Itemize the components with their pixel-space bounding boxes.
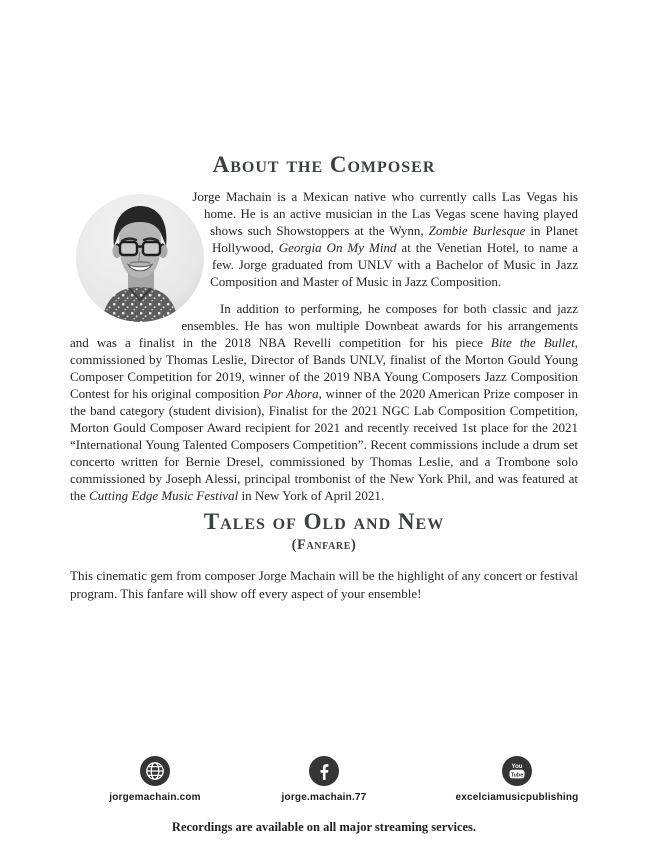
youtube-icon: [502, 756, 532, 786]
facebook-label: jorge.machain.77: [281, 792, 367, 803]
facebook-link[interactable]: [214, 756, 434, 803]
globe-icon: [140, 756, 170, 786]
website-label: jorgemachain.com: [109, 792, 201, 803]
svg-text:You: You: [511, 764, 523, 771]
bio-paragraph-2: In addition to performing, he composes for both classic and jazz ensembles. He has won multiple Downbeat awards for his arrangements and was a finalist in the 2018 NBA Revelli competition for his piece Bite the Bullet, commissioned by Thomas Leslie, Director of Bands UNLV, finalist of the Morton Gould Young Composer Competition for 2019, winner of the 2019 NBA Young Composers Jazz Composition Contest for his original composition Por Ahora, winner of the 2020 American Prize composer in the band category (student division), Finalist for the 2021 NGC Lab Composition Competition, Morton Gould Composer Award recipient for 2021 and recently received 1st place for the 2021 “International Young Talented Composers Competition”. Recent commissions include a drum set concerto written for Bernie Dresel, commissioned by Thomas Leslie, and a Trombone solo commissioned by Joseph Alessi, principal trombonist of the New York Phil, and was featured at the Cutting Edge Music Festival in New York of April 2021.: [70, 301, 579, 503]
piece-title: Tales of Old and New: [203, 509, 445, 534]
facebook-icon: [309, 756, 339, 786]
piece-description: This cinematic gem from composer Jorge Machain will be the highlight of any concert or festival program. This fanfare will show off every aspect of your ensemble!: [70, 568, 578, 601]
streaming-note: Recordings are available on all major streaming services.: [171, 820, 477, 834]
about-composer-heading: About the Composer: [212, 152, 436, 177]
piece-subtitle: (Fanfare): [291, 537, 357, 553]
composer-bio: [70, 188, 578, 504]
bio-paragraph-1: Jorge Machain is a Mexican native who currently calls Las Vegas his home. He is an active musician in the Las Vegas scene having played shows such Showstoppers at the Wynn, Zombie Burlesque in Planet Hollywood, Georgia On My Mind at the Venetian Hotel, to name a few. Jorge graduated from UNLV with a Bachelor of Music in Jazz Composition and Master of Music in Jazz Composition.: [192, 189, 578, 289]
youtube-link[interactable]: [407, 756, 627, 803]
composer-portrait-photo: [74, 190, 206, 336]
portrait-image: [76, 194, 204, 322]
svg-text:Tube: Tube: [510, 772, 524, 779]
contact-links-row: [0, 756, 648, 808]
youtube-label: excelciamusicpublishing: [455, 792, 579, 803]
